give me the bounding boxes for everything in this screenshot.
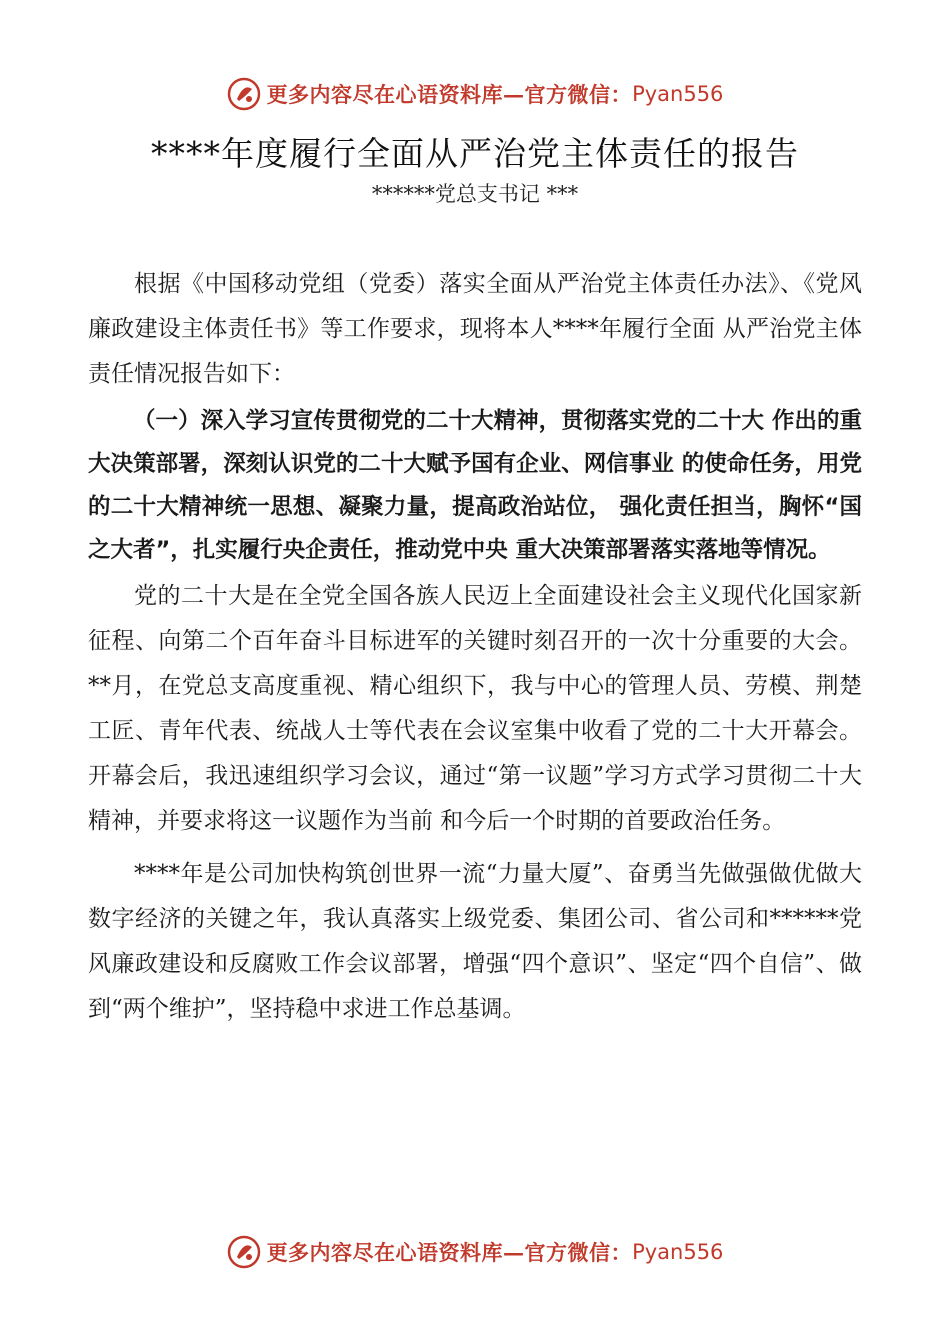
banner-text: 更多内容尽在心语资料库—官方微信： — [266, 1240, 633, 1265]
seal-logo-icon — [227, 1235, 261, 1269]
banner-wechat-id: Pyan556 — [632, 1240, 724, 1264]
header-banner — [0, 76, 950, 112]
paragraph-intro: 根据《中国移动党组（党委）落实全面从严治党主体责任办法》、《党风廉政建设主体责任书》等工作要求，现将本人****年履行全面 从严治党主体责任情况报告如下： — [88, 271, 862, 387]
banner-text: 更多内容尽在心语资料库—官方微信： — [266, 82, 633, 107]
banner-wechat-id: Pyan556 — [632, 82, 724, 106]
document-subtitle: ******党总支书记 *** — [371, 182, 579, 206]
section-heading-1: （一）深入学习宣传贯彻党的二十大精神，贯彻落实党的二十大 作出的重大决策部署，深刻认识党的二十大赋予国有企业、网信事业 的使命任务，用党的二十大精神统一思想、凝聚力量，提高政治站位， 强化责任担当，胸怀“国之大者”，扎实履行央企责任，推动党中央 重大决策部署落实落地等情况。 — [88, 408, 862, 563]
document-title: ****年度履行全面从严治党主体责任的报告 — [151, 134, 799, 173]
seal-logo-icon — [227, 77, 261, 111]
footer-banner — [0, 1234, 950, 1270]
document-body — [88, 262, 862, 1032]
paragraph-congress: 党的二十大是在全党全国各族人民迈上全面建设社会主义现代化国家新征程、向第二个百年奋斗目标进军的关键时刻召开的一次十分重要的大会。**月，在党总支高度重视、精心组织下，我与中心的管理人员、劳模、荆楚工匠、青年代表、统战人士等代表在会议室集中收看了党的二十大开幕会。开幕会后，我迅速组织学习会议，通过“第一议题”学习方式学习贯彻二十大精神，并要求将这一议题作为当前 和今后一个时期的首要政治任务。 — [88, 583, 862, 834]
paragraph-key-year: ****年是公司加快构筑创世界一流“力量大厦”、奋勇当先做强做优做大数字经济的关键之年，我认真落实上级党委、集团公司、省公司和******党风廉政建设和反腐败工作会议部署，增强“四个意识”、坚定“四个自信”、做到“两个维护”，坚持稳中求进工作总基调。 — [88, 861, 862, 1022]
